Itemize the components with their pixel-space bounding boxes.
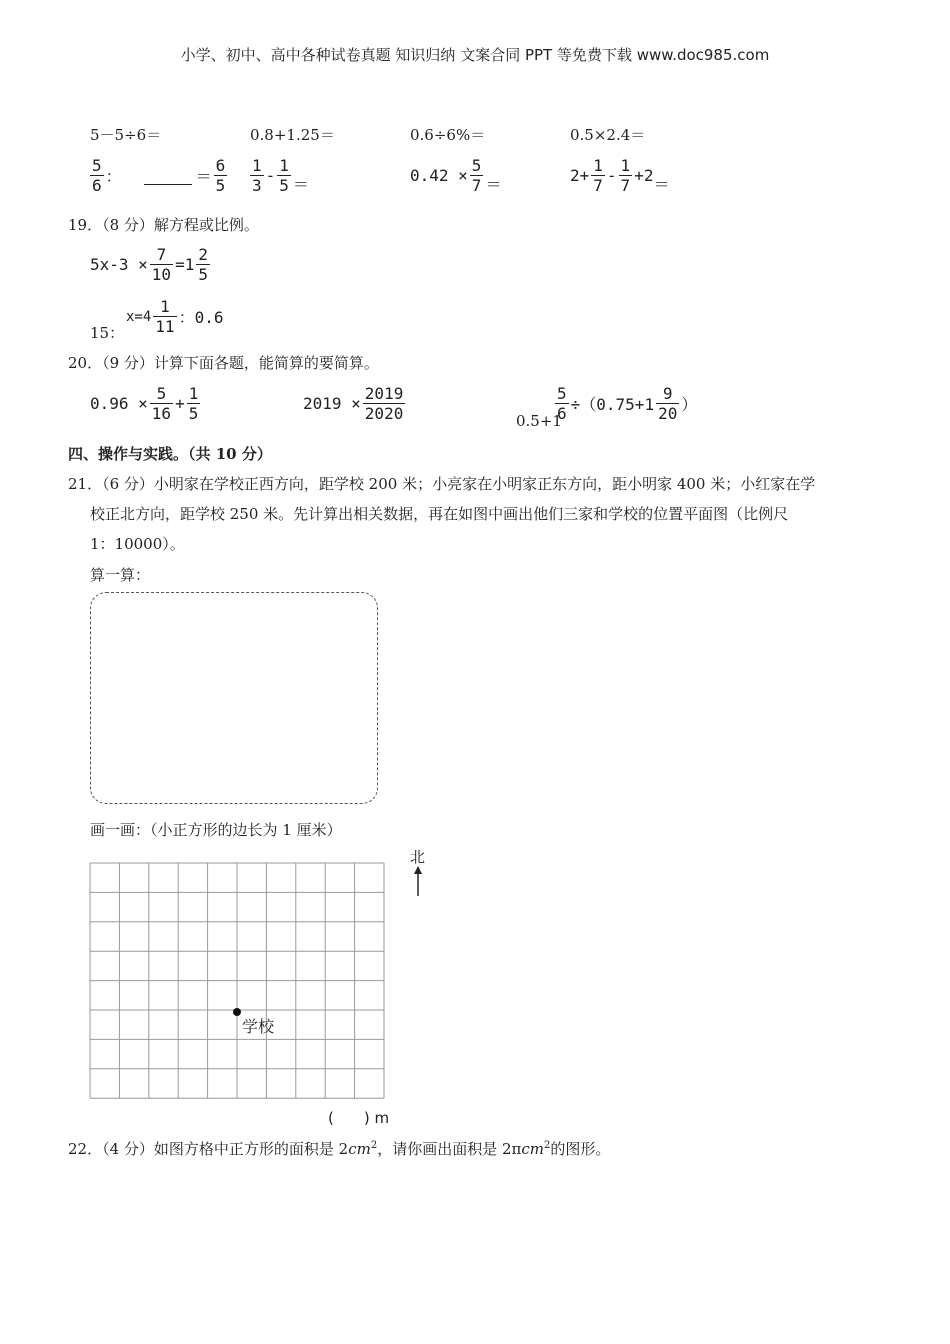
fraction: $\frac{1}{5}$ — [279, 156, 289, 195]
q21-line-2: 校正北方向，距学校 250 米。先计算出相关数据，再在如图中画出他们三家和学校的位置平面图（比例尺 — [90, 505, 789, 523]
fraction: $\frac{1}{11}$ — [155, 297, 175, 336]
q22-text: 22．（4 分）如图方格中正方形的面积是 $2cm^2$，请你画出面积是 2πcm$^2$的图形。 — [68, 1140, 611, 1158]
calculation-area[interactable] — [90, 592, 378, 804]
q19-title: 19．（8 分）解方程或比例。 — [68, 216, 259, 234]
q20-expression-2: 2019 × $\frac{2019}{2020}$ — [303, 384, 404, 423]
q19-eq2-lead: 15： — [90, 324, 125, 342]
q20-title: 20．（9 分）计算下面各题，能简算的要简算。 — [68, 354, 379, 372]
oral-item-3: 0.6÷6%＝ — [410, 126, 486, 144]
q19-equation-1: 5x-3 × $\frac{7}{10}$ =1 $\frac{2}{5}$ — [90, 245, 208, 284]
school-point — [233, 1008, 241, 1016]
oral-ratio-item: $\frac{5}{6}$ ： ＝ $\frac{6}{5}$ — [92, 156, 226, 195]
fraction: $\frac{2019}{2020}$ — [364, 384, 404, 423]
fraction: $\frac{7}{10}$ — [151, 245, 172, 284]
answer-blank[interactable] — [144, 166, 192, 185]
fraction: $\frac{2}{5}$ — [198, 245, 208, 284]
fraction: $\frac{1}{3}$ — [252, 156, 262, 195]
scale-label: ( ) m — [328, 1109, 390, 1127]
north-label: 北 — [410, 848, 426, 866]
q19-equation-2: x=4 $\frac{1}{11}$ ：0.6 — [126, 297, 224, 336]
fraction: $\frac{5}{6}$ — [92, 156, 102, 195]
drawing-grid[interactable] — [89, 862, 385, 1100]
fraction: $\frac{5}{16}$ — [151, 384, 172, 423]
fraction: $\frac{5}{7}$ — [471, 156, 482, 195]
oral-mul-item: 0.42 × $\frac{5}{7}$ ＝ — [410, 156, 502, 195]
q20-expression-3: $\frac{5}{6}$ ÷（0.75+1 $\frac{9}{20}$ ） — [557, 384, 698, 423]
fraction: $\frac{5}{6}$ — [557, 384, 567, 423]
fraction: $\frac{1}{7}$ — [620, 156, 631, 195]
north-arrow-icon — [412, 866, 424, 898]
fraction: $\frac{9}{20}$ — [658, 384, 678, 423]
fraction: $\frac{1}{7}$ — [593, 156, 603, 195]
section-4-heading: 四、操作与实践。（共 10 分） — [68, 445, 272, 463]
draw-label: 画一画：（小正方形的边长为 1 厘米） — [90, 821, 342, 839]
oral-item-2: 0.8+1.25＝ — [250, 126, 335, 144]
oral-mixed-item: 2+ $\frac{1}{7}$ - $\frac{1}{7}$ +2 ＝ — [570, 156, 670, 195]
oral-item-4: 0.5×2.4＝ — [570, 126, 646, 144]
q20-expression-1: 0.96 × $\frac{5}{16}$ + $\frac{1}{5}$ — [90, 384, 199, 423]
q20-e3-lead: 0.5+1 — [516, 412, 562, 430]
q21-line-3: 1：10000）。 — [90, 535, 185, 553]
fraction: $\frac{6}{5}$ — [215, 156, 226, 195]
calc-label: 算一算： — [90, 566, 151, 584]
fraction: $\frac{1}{5}$ — [188, 384, 199, 423]
oral-item-1: 5－5÷6＝ — [90, 126, 162, 144]
school-label: 学校 — [242, 1017, 275, 1036]
oral-sub-item: $\frac{1}{3}$ - $\frac{1}{5}$ ＝ — [252, 156, 309, 195]
page-header: 小学、初中、高中各种试卷真题 知识归纳 文案合同 PPT 等免费下载 www.doc985.com — [180, 46, 770, 64]
q21-line-1: 21．（6 分）小明家在学校正西方向，距学校 200 米；小亮家在小明家正东方向，距小明家 400 米；小红家在学 — [68, 475, 816, 493]
